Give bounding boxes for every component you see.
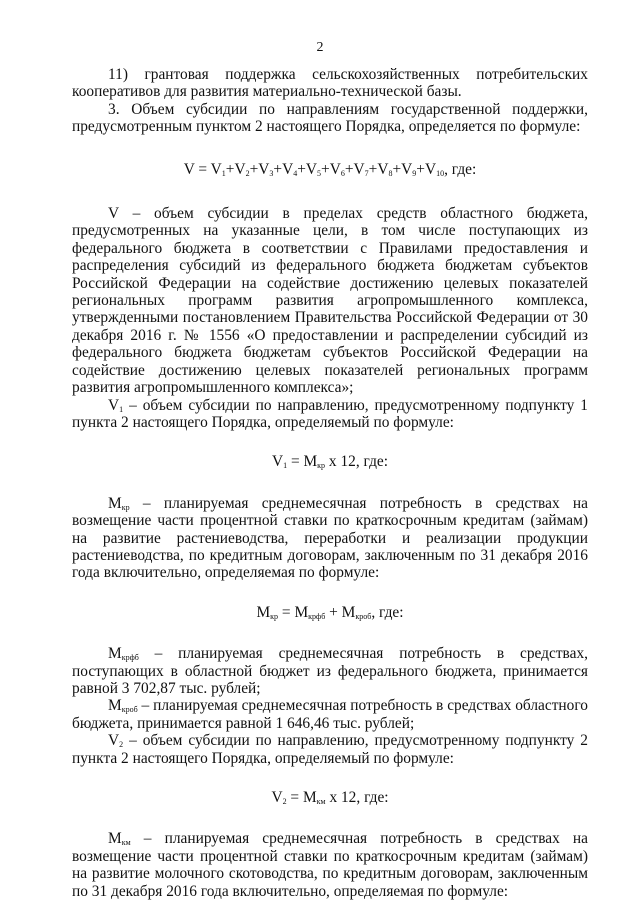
formula-v-total: $V = V_1+V_2+V_3+V_4+V_5+V_6+V_7+V_8+V_9+V_{10}$, где: [183, 160, 477, 178]
definition-mkrfb: $М_{крфб}$ – планируемая среднемесячная потребность в средствах, поступающих в областной бюджет из федерального бюджета, принимается равной 3 702,87 тыс. рублей; [72, 645, 588, 697]
paragraph-item-11: 11) грантовая поддержка сельскохозяйственных потребительских кооперативов для развития материально-технической базы. [72, 66, 588, 101]
formula-mkr: $М_{кр} = М_{крфб} + М_{кроб}$, где: [256, 603, 404, 621]
definition-mkrob: $М_{кроб}$ – планируемая среднемесячная потребность в средствах областного бюджета, принимается равной 1 646,46 тыс. рублей; [72, 697, 588, 732]
definition-mkm: $М_{км}$ – планируемая среднемесячная потребность в средствах на возмещение части процентной ставки по краткосрочным кредитам (займам) на развитие молочного скотоводства, по кредитным договорам, заключенным по 31 декабря 2016 года включительно, определяемая по формуле: [72, 830, 588, 900]
formula-v2: $V_2 = М_{км}$ х 12, где: [271, 789, 389, 806]
page-number: 2 [316, 40, 324, 55]
definition-v1: $V_1$ – объем субсидии по направлению, предусмотренному подпункту 1 пункта 2 настоящего Порядка, определяемый по формуле: [72, 396, 588, 431]
document-body [72, 66, 588, 900]
paragraph-3: 3. Объем субсидии по направлениям государственной поддержки, предусмотренным пунктом 2 настоящего Порядка, определяется по формуле: [72, 100, 588, 136]
definition-v: V – объем субсидии в пределах средств областного бюджета, предусмотренных на указанные цели, в том числе поступающих из федерального бюджета в соответствии с Правилами предоставления и распределения субсидий из федерального бюджета бюджетам субъектов Российской Федерации на содействие достижению целевых показателей региональных программ развития агропромышленного комплекса, утвержденными постановлением Правительства Российской Федерации от 30 декабря 2016 г. № 1556 «О предоставлении и распределении субсидий из федерального бюджета бюджетам субъектов Российской Федерации на содействие достижению целевых показателей региональных программ развития агропромышленного комплекса»; [72, 205, 588, 397]
definition-v2: $V_2$ – объем субсидии по направлению, предусмотренному подпункту 2 пункта 2 настоящего Порядка, определяемый по формуле: [72, 732, 588, 767]
formula-v1: $V_1 = М_{кр}$ х 12, где: [271, 453, 389, 471]
definition-mkr: $М_{кр}$ – планируемая среднемесячная потребность в средствах на возмещение части процентной ставки по краткосрочным кредитам (займам) на развитие растениеводства, переработки и реализации продукции растениеводства, по кредитным договорам, заключенным по 31 декабря 2016 года включительно, определяемая по формуле: [72, 494, 588, 582]
